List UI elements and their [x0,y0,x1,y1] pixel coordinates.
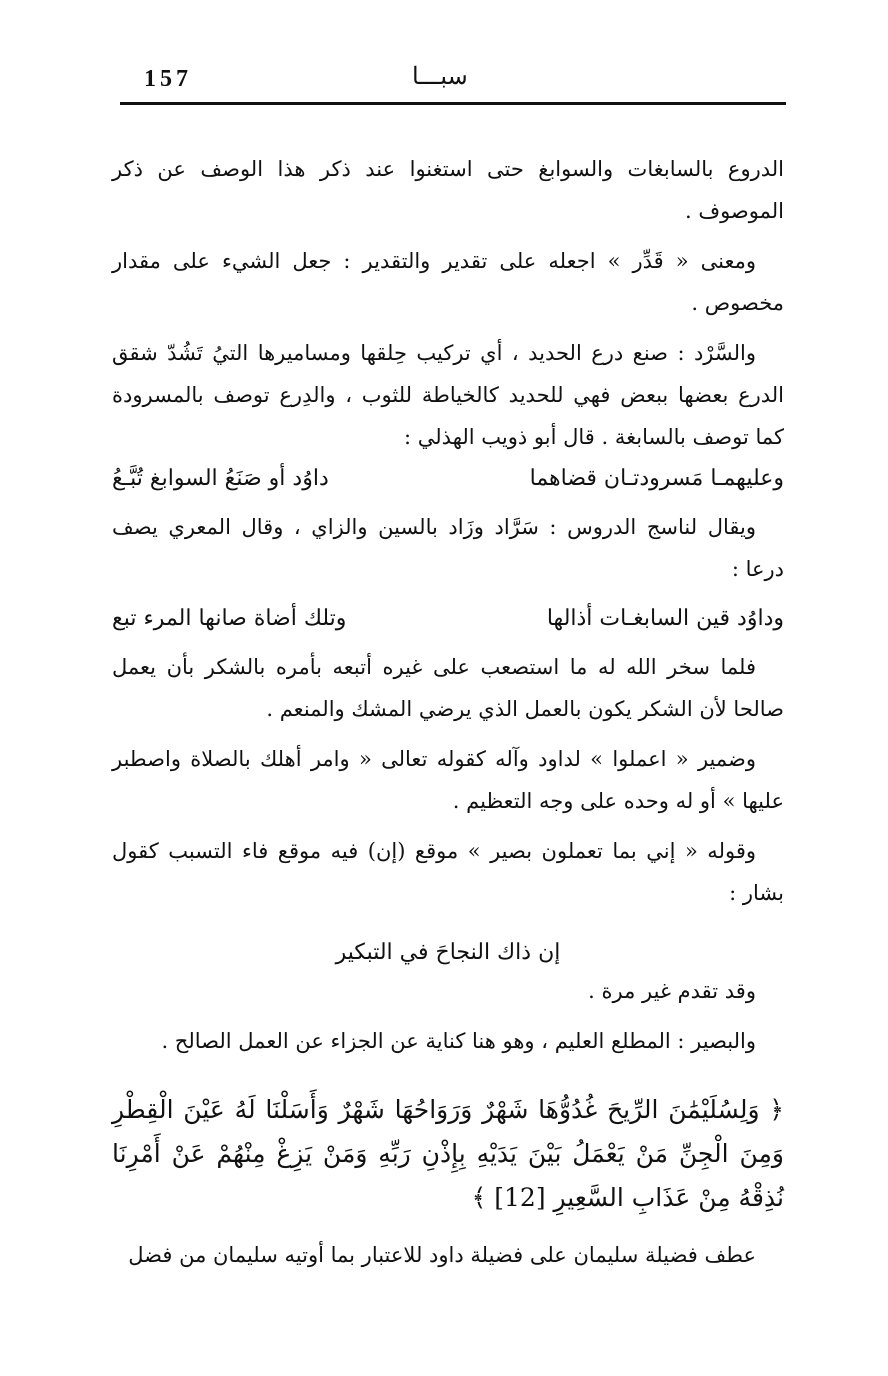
paragraph: فلما سخر الله له ما استصعب على غيره أتبعه بأمره بالشكر بأن يعمل صالحا لأن الشكر يكون بالعمل الذي يرضي المشك والمنعم . [112,655,784,721]
page-header [120,62,786,106]
paragraph: ويقال لناسج الدروس : سَرَّاد وزَاد بالسين والزاي ، وقال المعري يصف درعا : [112,515,784,581]
paragraph: الدروع بالسابغات والسوابغ حتى استغنوا عند ذكر هذا الوصف عن ذكر الموصوف . [112,157,784,223]
poem-half-verse: إن ذاك النجاحَ في التبكير [335,940,561,965]
poem-verse [112,598,784,640]
verse-second-hemistich: وتلك أضاة صانها المرء تبع [112,606,347,631]
paragraph: ومعنى « قَدِّر » اجعله على تقدير والتقدير : جعل الشيء على مقدار مخصوص . [112,249,784,315]
paragraph: عطف فضيلة سليمان على فضيلة داود للاعتبار بما أوتيه سليمان من فضل [128,1243,756,1267]
page-body [112,148,784,1284]
running-title: سبـــا [412,62,468,90]
paragraph: وضمير « اعملوا » لداود وآله كقوله تعالى « وامر أهلك بالصلاة واصطبر عليها » أو له وحده على وجه التعظيم . [112,747,784,813]
paragraph: وقد تقدم غير مرة . [588,979,756,1003]
paragraph: والبصير : المطلع العليم ، وهو هنا كناية عن الجزاء عن العمل الصالح . [161,1029,756,1053]
paragraph: والسَّرْد : صنع درع الحديد ، أي تركيب حِلقها ومساميرها التيُ تَشُدّ شقق الدرع بعضها ببعض فهي للحديد كالخياطة للثوب ، والدِرع توصف بالمسرودة كما توصف بالسابغة . قال أبو ذويب الهذلي : [112,341,784,449]
verse-second-hemistich: داوُد أو صَنَعُ السوابغ تُبَّـعُ [112,466,329,491]
header-rule [120,102,786,105]
paragraph: وقوله « إني بما تعملون بصير » موقع (إن) فيه موقع فاء التسبب كقول بشار : [112,839,784,905]
page-number: 157 [144,66,192,92]
poem-verse [112,458,784,500]
verse-first-hemistich: وعليهمـا مَسرودتـان قضاهما [529,466,784,491]
verse-first-hemistich: وداوُد قين السابغـات أذالها [546,606,784,631]
quran-verse: ﴿ وَلِسُلَيْمَٰنَ الرِّيحَ غُدُوُّهَا شَهْرٌ وَرَوَاحُهَا شَهْرٌ وَأَسَلْنَا لَهُ عَيْنَ الْقِطْرِ وَمِنَ الْجِنِّ مَنْ يَعْمَلُ بَيْنَ يَدَيْهِ بِإِذْنِ رَبِّهِ وَمَنْ يَزِغْ مِنْهُمْ عَنْ أَمْرِنَا نُذِقْهُ مِنْ عَذَابِ السَّعِيرِ [12] ﴾ [112,1095,784,1212]
